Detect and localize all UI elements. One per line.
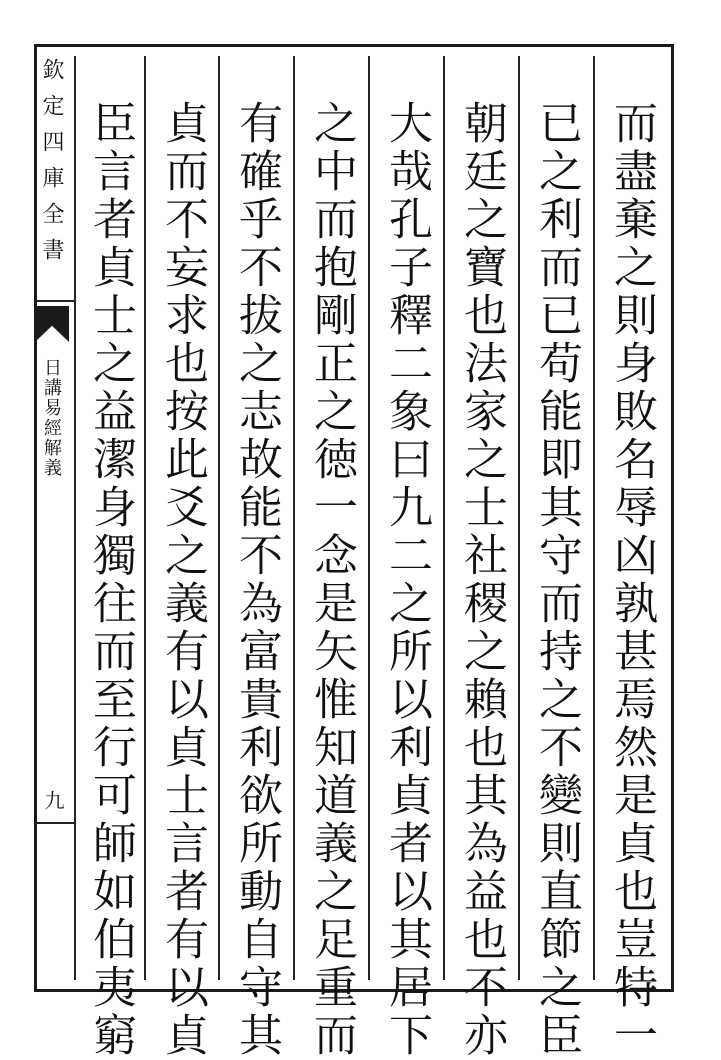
margin-book-title: 日講易經解義 bbox=[41, 358, 62, 478]
column-rule bbox=[443, 56, 445, 980]
text-column-4: 大哉孔子釋二象曰九二之所以利貞者以其居下 bbox=[381, 100, 432, 1060]
column-rule bbox=[368, 56, 370, 980]
margin-divider bbox=[36, 300, 74, 302]
column-rule bbox=[518, 56, 520, 980]
text-column-1: 而盡棄之則身敗名辱凶孰甚焉然是貞也豈特一 bbox=[606, 100, 657, 1060]
text-column-8: 臣言者貞士之益潔身獨往而至行可師如伯夷窮 bbox=[85, 100, 136, 1060]
margin-divider bbox=[36, 822, 74, 824]
margin-collection-title: 欽定四庫全書 bbox=[39, 58, 64, 274]
column-rule bbox=[293, 56, 295, 980]
text-column-3: 朝廷之寶也法家之士社稷之賴也其為益也不亦 bbox=[456, 100, 507, 1060]
column-rule bbox=[74, 56, 76, 980]
margin-page-number: 九 bbox=[41, 790, 65, 810]
column-rule bbox=[218, 56, 220, 980]
text-column-6: 有確乎不拔之志故能不為富貴利欲所動自守其 bbox=[231, 100, 282, 1060]
text-column-7: 貞而不妄求也按此爻之義有以貞士言者有以貞 bbox=[157, 100, 208, 1060]
text-column-2: 已之利而已苟能即其守而持之不變則直節之臣 bbox=[531, 100, 582, 1060]
column-rule bbox=[144, 56, 146, 980]
column-rule bbox=[593, 56, 595, 980]
text-column-5: 之中而抱剛正之徳一念是矢惟知道義之足重而 bbox=[306, 100, 357, 1060]
